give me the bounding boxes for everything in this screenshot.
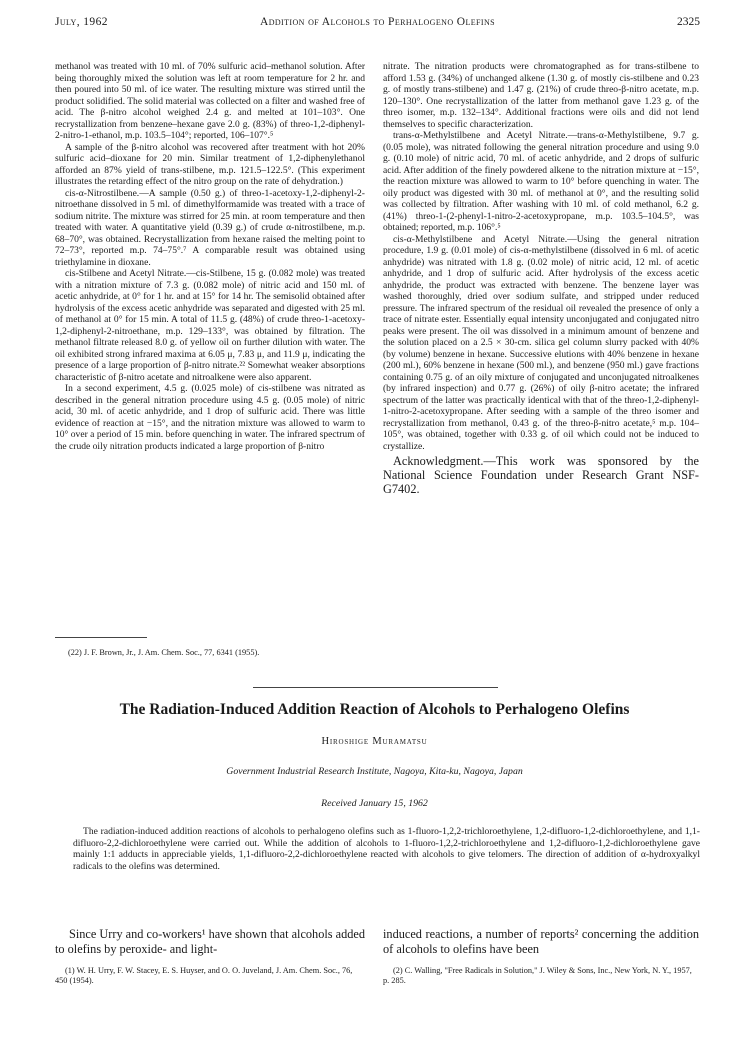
footnote-1 [55, 966, 365, 986]
left-column [55, 61, 365, 452]
article-title: The Radiation-Induced Addition Reaction of Alcohols to Perhalogeno Olefins [119, 701, 630, 718]
right-paragraph-1: nitrate. The nitration products were chromatographed as for trans-stilbene to afford 1.53 g. (34%) of unchanged alkene (1.30 g. of mostly cis-stilbene and 0.23 g. of mostly trans-stilbene) and 1.47 g. (21%) of crude threo-β-nitro acetate, m.p. 120–130°. One recrystallization of the latter from methanol gave 1.23 g. of the threo isomer, m.p. 132–134°. Additional fractions were oils and did not lend themselves to specific characterization. [383, 61, 699, 130]
footnote-rule [55, 637, 147, 638]
right-paragraph-2: trans-α-Methylstilbene and Acetyl Nitrate.—trans-α-Methylstilbene, 9.7 g. (0.05 mole), was nitrated following the general nitration procedure and using 9.0 g. (0.10 mole) of nitric acid, 70 ml. of acetic anhydride, and 2 drops of sulfuric acid. After addition of the finely powdered alkene to the nitration mixture at −15°, the reaction mixture was allowed to warm to 10° before quenching in water. The oily product was digested with 30 ml. of methanol at 0°, and the resulting solid was collected by filtration. After washing with 10 ml. of cold methanol, 6.2 g. (41%) threo-1-(2-phenyl-1-nitro-2-acetoxypropane, m.p. 103.5–104.5°, was obtained; reported, m.p. 106°.⁵ [383, 130, 699, 233]
received-date: Received January 15, 1962 [321, 798, 428, 809]
article-author: Hiroshige Muramatsu [321, 736, 428, 747]
header-running-title: Addition of Alcohols to Perhalogeno Olefins [260, 16, 495, 28]
footnote-2-text: (2) C. Walling, "Free Radicals in Solution," J. Wiley & Sons, Inc., New York, N. Y., 1957, p. 285. [383, 966, 692, 985]
article-body-right [383, 927, 699, 957]
article-divider [253, 687, 498, 688]
right-column [383, 61, 699, 496]
article-affiliation: Government Industrial Research Institute, Nagoya, Kita-ku, Nagoya, Japan [226, 766, 523, 777]
left-paragraph-3: cis-α-Nitrostilbene.—A sample (0.50 g.) of threo-1-acetoxy-1,2-diphenyl-2-nitroethane dissolved in 5 ml. of dimethylformamide was treated with a trace of sodium nitrite. The mixture was stirred for 25 min. at room temperature and then treated with water. A quantitative yield (0.39 g.) of crude α-nitrostilbene, m.p. 68–70°, was obtained. Recrystallization from hexane raised the melting point to 72–73°, reported m.p. 74–75°.⁷ A comparable result was obtained using triethylamine in dioxane. [55, 187, 365, 268]
acknowledgment: Acknowledgment.—This work was sponsored by the National Science Foundation under Research Grant NSF-G7402. [383, 454, 699, 496]
left-paragraph-2: A sample of the β-nitro alcohol was recovered after treatment with hot 20% sulfuric acid–dioxane for 20 min. Similar treatment of 1,2-diphenylethanol afforded an 87% yield of trans-stilbene, m.p. 121.5–122.5°. (This experiment illustrates the retarding effect of the nitro group on the rate of dehydration.) [55, 141, 365, 187]
article-body-left-text: Since Urry and co-workers¹ have shown that alcohols added to olefins by peroxide- and light- [55, 927, 365, 956]
right-paragraph-3: cis-α-Methylstilbene and Acetyl Nitrate.—Using the general nitration procedure, 1.9 g. (0.01 mole) of cis-α-methylstilbene (dissolved in 6 ml. of acetic anhydride) was nitrated with 1.8 g. (0.02 mole) of nitric acid, 12 ml. of acetic anhydride, and 1 drop of sulfuric acid. After hydrolysis of the excess acetic anhydride, the product was extracted with benzene. The benzene layer was washed thoroughly, dried over sodium sulfate, and stripped under reduced pressure. The infrared spectrum of the residual oil revealed the presence of only a trace of nitrate ester. Essentially equal intensity unconjugated and conjugated nitro peaks were present. The oil was dissolved in a minimum amount of benzene and the solution placed on a 2.5 × 30-cm. silica gel column slurry packed with 40% (by volume) benzene in hexane. Successive elutions with 40% benzene in hexane (200 ml.), 60% benzene in hexane (500 ml.), and benzene (950 ml.) gave fractions containing 0.75 g. of an oily mixture of conjugated and unconjugated nitroalkenes (by infrared inspection) and 0.77 g. (26%) of oily β-nitro acetate; the infrared spectrum of the latter was practically identical with that of the threo-1,2-diphenyl-1-nitro-2-acetoxypropane. After seeding with a sample of the threo isomer and recrystallization from methanol, 0.43 g. of the threo-β-nitro acetate,⁵ m.p. 104–105°, was obtained, together with 0.33 g. of oil which could not be induced to crystallize. [383, 233, 699, 452]
left-paragraph-1: methanol was treated with 10 ml. of 70% sulfuric acid–methanol solution. After being thoroughly mixed the solution was left at room temperature for 2 hr. and then poured into 50 ml. of ice water. The resulting mixture was stirred until the product solidified. The solid material was collected on a filter and washed free of acid. The β-nitro alcohol weighed 2.4 g. and melted at 101–103°. One recrystallization from benzene–hexane gave 2.0 g. (83%) of threo-1,2-diphenyl-2-nitro-1-ethanol, m.p. 103.5–104°; reported, 106–107°.⁵ [55, 61, 365, 141]
abstract [73, 826, 700, 872]
running-header [55, 16, 700, 34]
footnote-1-text: (1) W. H. Urry, F. W. Stacey, E. S. Huyser, and O. O. Juveland, J. Am. Chem. Soc., 76, 450 (1954). [55, 966, 353, 985]
abstract-text: The radiation-induced addition reactions of alcohols to perhalogeno olefins such as 1-fluoro-1,2,2-trichloroethylene, 1,2-difluoro-1,2-dichloroethylene, and 1,1-difluoro-2,2-dichloroethylene were carried out. While the addition of alcohols to 1-fluoro-1,2,2-trichloroethylene and 1,2-difluoro-1,2-dichloroethylene gave mainly 1:1 adducts in appreciable yields, 1,1-difluoro-2,2-dichloroethylene reacted with alcohols to give telomers. The direction of addition of α-hydroxyalkyl radicals to the olefins was determined. [73, 826, 700, 872]
page-number: 2325 [677, 16, 700, 28]
footnote-22: (22) J. F. Brown, Jr., J. Am. Chem. Soc., 77, 6341 (1955). [68, 648, 260, 657]
article-body-left [55, 927, 365, 957]
footnote-2 [383, 966, 699, 986]
header-date: July, 1962 [55, 16, 108, 28]
left-paragraph-4: cis-Stilbene and Acetyl Nitrate.—cis-Stilbene, 15 g. (0.082 mole) was treated with a nitration mixture of 7.3 g. (0.082 mole) of nitric acid and 150 ml. of acetic anhydride, at 0° for 1 hr. and at 15° for 14 hr. The semisolid obtained after hydrolysis of the excess acetic anhydride was separated and digested with 25 ml. of methanol at 0° for 15 min. A total of 11.5 g. (48%) of crude threo-1-acetoxy-1,2-diphenyl-2-nitroethane, m.p. 129–133°, was obtained by filtration. The methanol filtrate released 8.0 g. of yellow oil on further dilution with water. The oil exhibited strong infrared maxima at 6.05 μ, 7.83 μ, and 11.9 μ, indicating the presence of a large proportion of β-nitro nitrate.²² Somewhat weaker absorptions characteristic of β-nitro acetate and nitroalkene were also apparent. [55, 268, 365, 383]
left-paragraph-5: In a second experiment, 4.5 g. (0.025 mole) of cis-stilbene was nitrated as described in the general nitration procedure using 4.5 g. (0.05 mole) of nitric acid, 30 ml. of acetic anhydride, and 1 drop of sulfuric acid. There was little evidence of reaction at −15°, and the nitration mixture was allowed to warm to 10° over a period of 15 min. before quenching in water. The infrared spectrum of the crude oily nitration products indicated a large proportion of β-nitro [55, 383, 365, 452]
article-body-right-text: induced reactions, a number of reports² concerning the addition of alcohols to olefins have been [383, 927, 699, 956]
